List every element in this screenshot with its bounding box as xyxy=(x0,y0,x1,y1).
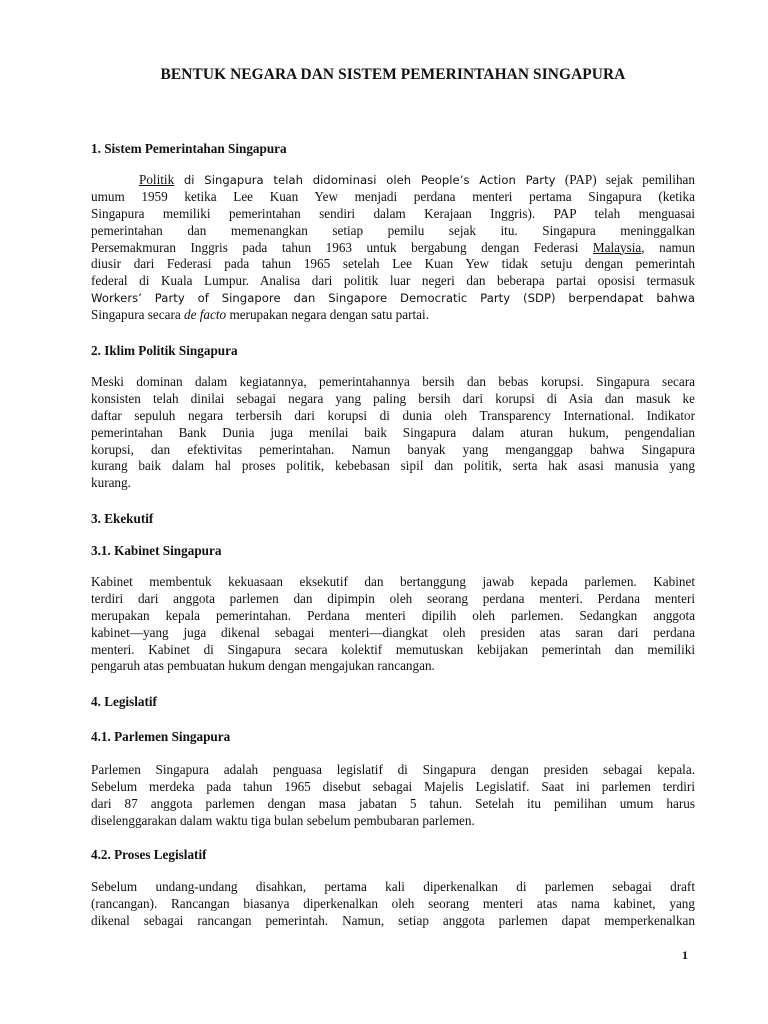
section-2-line: korupsi, dan efektivitas pemerintahan. Namun banyak yang menganggap bahwa Singapura xyxy=(91,441,695,457)
section-1-line: federal di Kuala Lumpur. Analisa dari politik luar negeri dan beberapa partai oposisi termasuk xyxy=(91,273,695,289)
page-number: 1 xyxy=(682,948,688,962)
section-3-heading: 3. Ekekutif xyxy=(91,511,154,526)
section-1-line: umum 1959 ketika Lee Kuan Yew menjadi perdana menteri pertama Singapura (ketika xyxy=(91,188,695,204)
section-3-1-line: menteri. Kabinet di Singapura secara kolektif memutuskan kebijakan pemerintah dan memiliki xyxy=(91,641,695,657)
section-4-2-line: dikenal sebagai rancangan pemerintah. Namun, setiap anggota parlemen dapat memperkenalkan xyxy=(91,912,695,928)
section-1-line: Singapura memiliki pemerintahan sendiri dalam Kerajaan Inggris). PAP telah menguasai xyxy=(91,205,695,221)
section-4-1-line: Parlemen Singapura adalah penguasa legislatif di Singapura dengan presiden sebagai kepala. xyxy=(91,762,695,777)
link-politik[interactable]: Politik xyxy=(139,172,175,187)
section-4-2-heading: 4.2. Proses Legislatif xyxy=(91,847,207,862)
section-3-1-line: pengaruh atas pembuatan hukum dengan mengajukan rancangan. xyxy=(91,658,435,674)
section-1-heading: 1. Sistem Pemerintahan Singapura xyxy=(91,141,287,156)
section-4-1-heading: 4.1. Parlemen Singapura xyxy=(91,729,231,744)
section-2-line: kurang. xyxy=(91,475,131,491)
section-2-line: Meski dominan dalam kegiatannya, pemerintahannya bersih dan bebas korupsi. Singapura secara xyxy=(91,374,695,389)
section-2-line: pemerintahan Bank Dunia juga menilai baik Singapura dalam aturan hukum, pengendalian xyxy=(91,424,695,440)
section-4-2-line: (rancangan). Rancangan biasanya diperkenalkan oleh seorang menteri atas nama kabinet, yang xyxy=(91,895,695,911)
link-malaysia[interactable]: Malaysia xyxy=(592,239,642,255)
section-4-heading: 4. Legislatif xyxy=(91,694,157,709)
section-2-heading: 2. Iklim Politik Singapura xyxy=(91,343,238,358)
section-1-line: Workers’ Party of Singapore dan Singapore Democratic Party (SDP) berpendapat bahwa xyxy=(91,291,695,306)
section-1-line: Singapura secara de facto merupakan negara dengan satu partai. xyxy=(91,307,429,323)
section-2-line: kurang baik dalam hal proses politik, kebebasan sipil dan politik, serta hak asasi manusia yang xyxy=(91,458,695,474)
section-3-1-line: merupakan kepala pemerintahan. Perdana menteri dipilih oleh parlemen. Sedangkan anggota xyxy=(91,607,695,623)
section-1-line: diusir dari Federasi pada tahun 1965 setelah Lee Kuan Yew tidak setuju dengan pemerintah xyxy=(91,256,695,272)
section-2-line: daftar sepuluh negara terbersih dari korupsi di dunia oleh Transparency International. Indikator xyxy=(91,407,695,423)
section-2-paragraph xyxy=(91,374,695,492)
section-3-1-heading: 3.1. Kabinet Singapura xyxy=(91,543,222,558)
section-1-line: pemerintahan dan memenangkan setiap pemilu sejak itu. Singapura meninggalkan xyxy=(91,222,695,238)
section-4-2-paragraph xyxy=(91,879,695,930)
section-1-line: Persemakmuran Inggris pada tahun 1963 untuk bergabung dengan Federasi Malaysia, namun xyxy=(91,239,695,255)
section-2-line: konsisten telah dinilai sebagai negara yang paling bersih dari korupsi di Asia dan masuk ke xyxy=(91,390,695,406)
section-3-1-line: Kabinet membentuk kekuasaan eksekutif dan bertanggung jawab kepada parlemen. Kabinet xyxy=(91,574,695,589)
section-3-1-paragraph xyxy=(91,574,695,675)
section-1-paragraph xyxy=(91,172,695,324)
section-3-1-line: kabinet—yang juga dikenal sebagai menteri—diangkat oleh presiden atas saran dari perdana xyxy=(91,624,695,640)
section-4-1-line: diselenggarakan dalam waktu tiga bulan sebelum pembubaran parlemen. xyxy=(91,812,475,828)
section-4-1-line: Sebelum merdeka pada tahun 1965 disebut sebagai Majelis Legislatif. Saat ini parlemen terdiri xyxy=(91,778,695,794)
section-4-1-paragraph xyxy=(91,762,695,830)
document-title: BENTUK NEGARA DAN SISTEM PEMERINTAHAN SINGAPURA xyxy=(160,66,626,83)
section-3-1-line: terdiri dari anggota parlemen dan dipimpin oleh seorang perdana menteri. Perdana menteri xyxy=(91,590,695,606)
section-4-2-line: Sebelum undang-undang disahkan, pertama kali diperkenalkan di parlemen sebagai draft xyxy=(91,879,695,894)
section-1-line: Politik di Singapura telah didominasi oleh People’s Action Party (PAP) sejak pemilihan xyxy=(139,172,695,187)
section-4-1-line: dari 87 anggota parlemen dengan masa jabatan 5 tahun. Setelah itu pemilihan umum harus xyxy=(91,795,695,811)
